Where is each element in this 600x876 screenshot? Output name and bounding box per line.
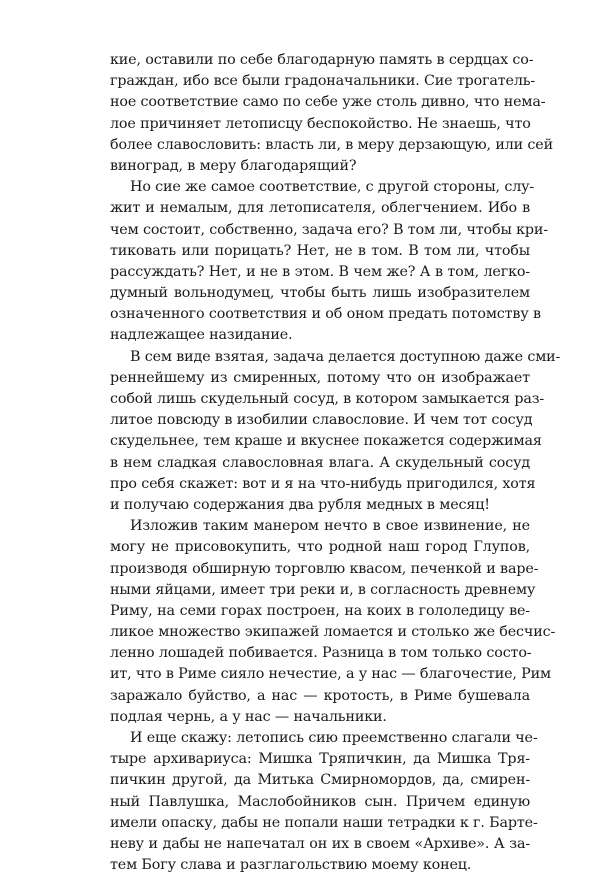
text-line: означенного соответствия и об оном предать потомству в xyxy=(110,306,541,323)
text-line: надлежащее назидание. xyxy=(110,327,293,344)
text-line: неву и дабы не напечатал он их в своем «Архиве». А за- xyxy=(110,835,530,852)
text-line: граждан, ибо все были градоначальники. Сие трогатель- xyxy=(110,73,536,90)
text-line: тыре архивариуса: Мишка Тряпичкин, да Мишка Тря- xyxy=(110,751,530,768)
paragraph-2 xyxy=(110,177,548,347)
text-line: имели опаску, дабы не попали наши тетрадки к г. Барте- xyxy=(110,814,538,831)
text-line: думный вольнодумец, чтобы быть лишь изобразителем xyxy=(110,285,530,302)
text-line: ное соответствие само по себе уже столь дивно, что нема- xyxy=(110,94,546,111)
text-line: тем Богу слава и разглагольствию моему конец. xyxy=(110,857,472,874)
text-line: Но сие же самое соответствие, с другой стороны, слу- xyxy=(130,179,535,196)
text-line: в нем сладкая славословная влага. А скудельный сосуд xyxy=(110,454,530,471)
text-line: пичкин другой, да Митька Смирномордов, да, смирен- xyxy=(110,772,530,789)
text-line: виноград, в меру благодарящий? xyxy=(110,157,357,174)
text-line: подлая чернь, а у нас — начальники. xyxy=(110,708,387,725)
text-line: ленно лошадей побивается. Разница в том только состо- xyxy=(110,645,532,662)
text-line: более славословить: власть ли, в меру дерзающую, или сей xyxy=(110,136,553,153)
text-line: производя обширную торговлю квасом, печенкой и варе- xyxy=(110,560,539,577)
paragraph-1 xyxy=(110,50,553,177)
paragraph-5 xyxy=(110,728,538,876)
paragraph-3 xyxy=(110,347,561,517)
text-line: могу не присовокупить, что родной наш город Глупов, xyxy=(110,539,530,556)
text-line: ными яйцами, имеет три реки и, в согласность древнему xyxy=(110,581,536,598)
text-body xyxy=(110,50,561,876)
text-line: реннейшему из смиренных, потому что он изображает xyxy=(110,369,530,386)
text-line: заражало буйство, а нас — кротость, в Риме бушевала xyxy=(110,687,530,704)
text-line: В сем виде взятая, задача делается доступною даже сми- xyxy=(130,348,561,365)
text-line: ный Павлушка, Маслобойников сын. Причем единую xyxy=(110,793,530,810)
text-line: чем состоит, собственно, задача его? В том ли, чтобы кри- xyxy=(110,221,548,238)
text-line: Изложив таким манером нечто в свое извинение, не xyxy=(130,518,530,535)
text-line: И еще скажу: летопись сию преемственно слагали че- xyxy=(130,730,538,746)
text-line: кие, оставили по себе благодарную память в сердцах со- xyxy=(110,52,534,68)
text-line: и получаю содержания два рубля медных в месяц! xyxy=(110,496,490,513)
text-line: жит и немалым, для летописателя, облегчением. Ибо в xyxy=(110,200,530,217)
text-line: лое причиняет летописцу беспокойство. Не знаешь, что xyxy=(110,115,531,132)
text-line: собой лишь скудельный сосуд, в котором замыкается раз- xyxy=(110,391,545,407)
text-line: Риму, на семи горах построен, на коих в гололедицу ве- xyxy=(110,602,530,619)
text-line: про себя скажет: вот и я на что-нибудь пригодился, хотя xyxy=(110,475,536,492)
text-line: ит, что в Риме сияло нечестие, а у нас — благочестие, Рим xyxy=(110,666,552,683)
text-line: ликое множество экипажей ломается и столько же бесчис- xyxy=(110,624,556,641)
text-line: тиковать или порицать? Нет, не в том. В том ли, чтобы xyxy=(110,242,530,259)
text-line: рассуждать? Нет, и не в этом. В чем же? А в том, легко- xyxy=(110,263,530,280)
text-line: скудельнее, тем краше и вкуснее покажется содержимая xyxy=(110,433,542,450)
paragraph-4 xyxy=(110,516,556,728)
text-line: литое повсюду в изобилии славословие. И чем тот сосуд xyxy=(110,412,533,429)
